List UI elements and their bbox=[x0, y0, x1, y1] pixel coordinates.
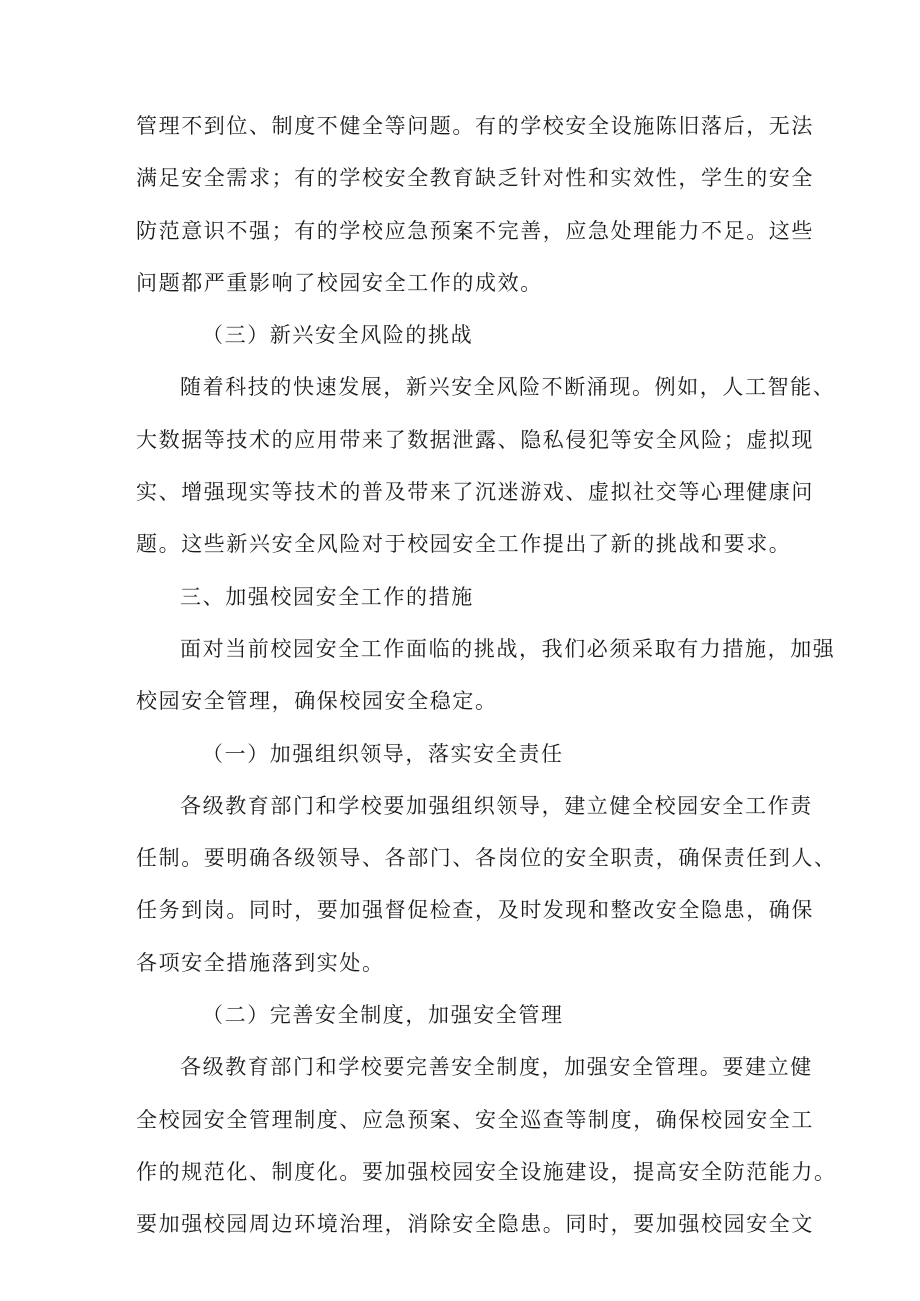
paragraph-line: 任制。要明确各级领导、各部门、各岗位的安全职责，确保责任到人、 bbox=[136, 846, 837, 871]
paragraph-line: 实、增强现实等技术的普及带来了沉迷游戏、虚拟社交等心理健康问 bbox=[136, 480, 814, 505]
subsection-heading: （二）完善安全制度，加强安全管理 bbox=[202, 1003, 564, 1028]
paragraph-line: 面对当前校园安全工作面临的挑战，我们必须采取有力措施，加强 bbox=[180, 636, 836, 661]
paragraph-line: 各级教育部门和学校要完善安全制度，加强安全管理。要建立健 bbox=[180, 1055, 813, 1080]
paragraph-line: 管理不到位、制度不健全等问题。有的学校安全设施陈旧落后，无法 bbox=[136, 114, 814, 138]
paragraph-line: 作的规范化、制度化。要加强校园安全设施建设，提高安全防范能力。 bbox=[136, 1159, 837, 1184]
document-body bbox=[136, 100, 837, 1251]
paragraph-line: 要加强校园周边环境治理，消除安全隐患。同时，要加强校园安全文 bbox=[136, 1212, 814, 1237]
paragraph-line: 各级教育部门和学校要加强组织领导，建立健全校园安全工作责 bbox=[180, 793, 813, 818]
subsection-heading: （一）加强组织领导，落实安全责任 bbox=[202, 741, 564, 766]
paragraph-line: 任务到岗。同时，要加强督促检查，及时发现和整改安全隐患，确保 bbox=[136, 898, 814, 923]
paragraph-line: 校园安全管理，确保校园安全稳定。 bbox=[136, 689, 498, 714]
paragraph-line: 题。这些新兴安全风险对于校园安全工作提出了新的挑战和要求。 bbox=[136, 532, 792, 557]
subsection-heading: （三）新兴安全风险的挑战 bbox=[202, 323, 474, 348]
paragraph-line: 防范意识不强；有的学校应急预案不完善，应急处理能力不足。这些 bbox=[136, 218, 814, 243]
paragraph-line: 全校园安全管理制度、应急预案、安全巡查等制度，确保校园安全工 bbox=[136, 1107, 814, 1132]
section-heading: 三、加强校园安全工作的措施 bbox=[180, 584, 474, 609]
paragraph-line: 满足安全需求；有的学校安全教育缺乏针对性和实效性，学生的安全 bbox=[136, 166, 814, 191]
paragraph-line: 问题都严重影响了校园安全工作的成效。 bbox=[136, 270, 543, 295]
paragraph-line: 大数据等技术的应用带来了数据泄露、隐私侵犯等安全风险；虚拟现 bbox=[136, 427, 814, 452]
paragraph-line: 随着科技的快速发展，新兴安全风险不断涌现。例如，人工智能、 bbox=[180, 375, 836, 400]
paragraph-line: 各项安全措施落到实处。 bbox=[136, 950, 385, 975]
